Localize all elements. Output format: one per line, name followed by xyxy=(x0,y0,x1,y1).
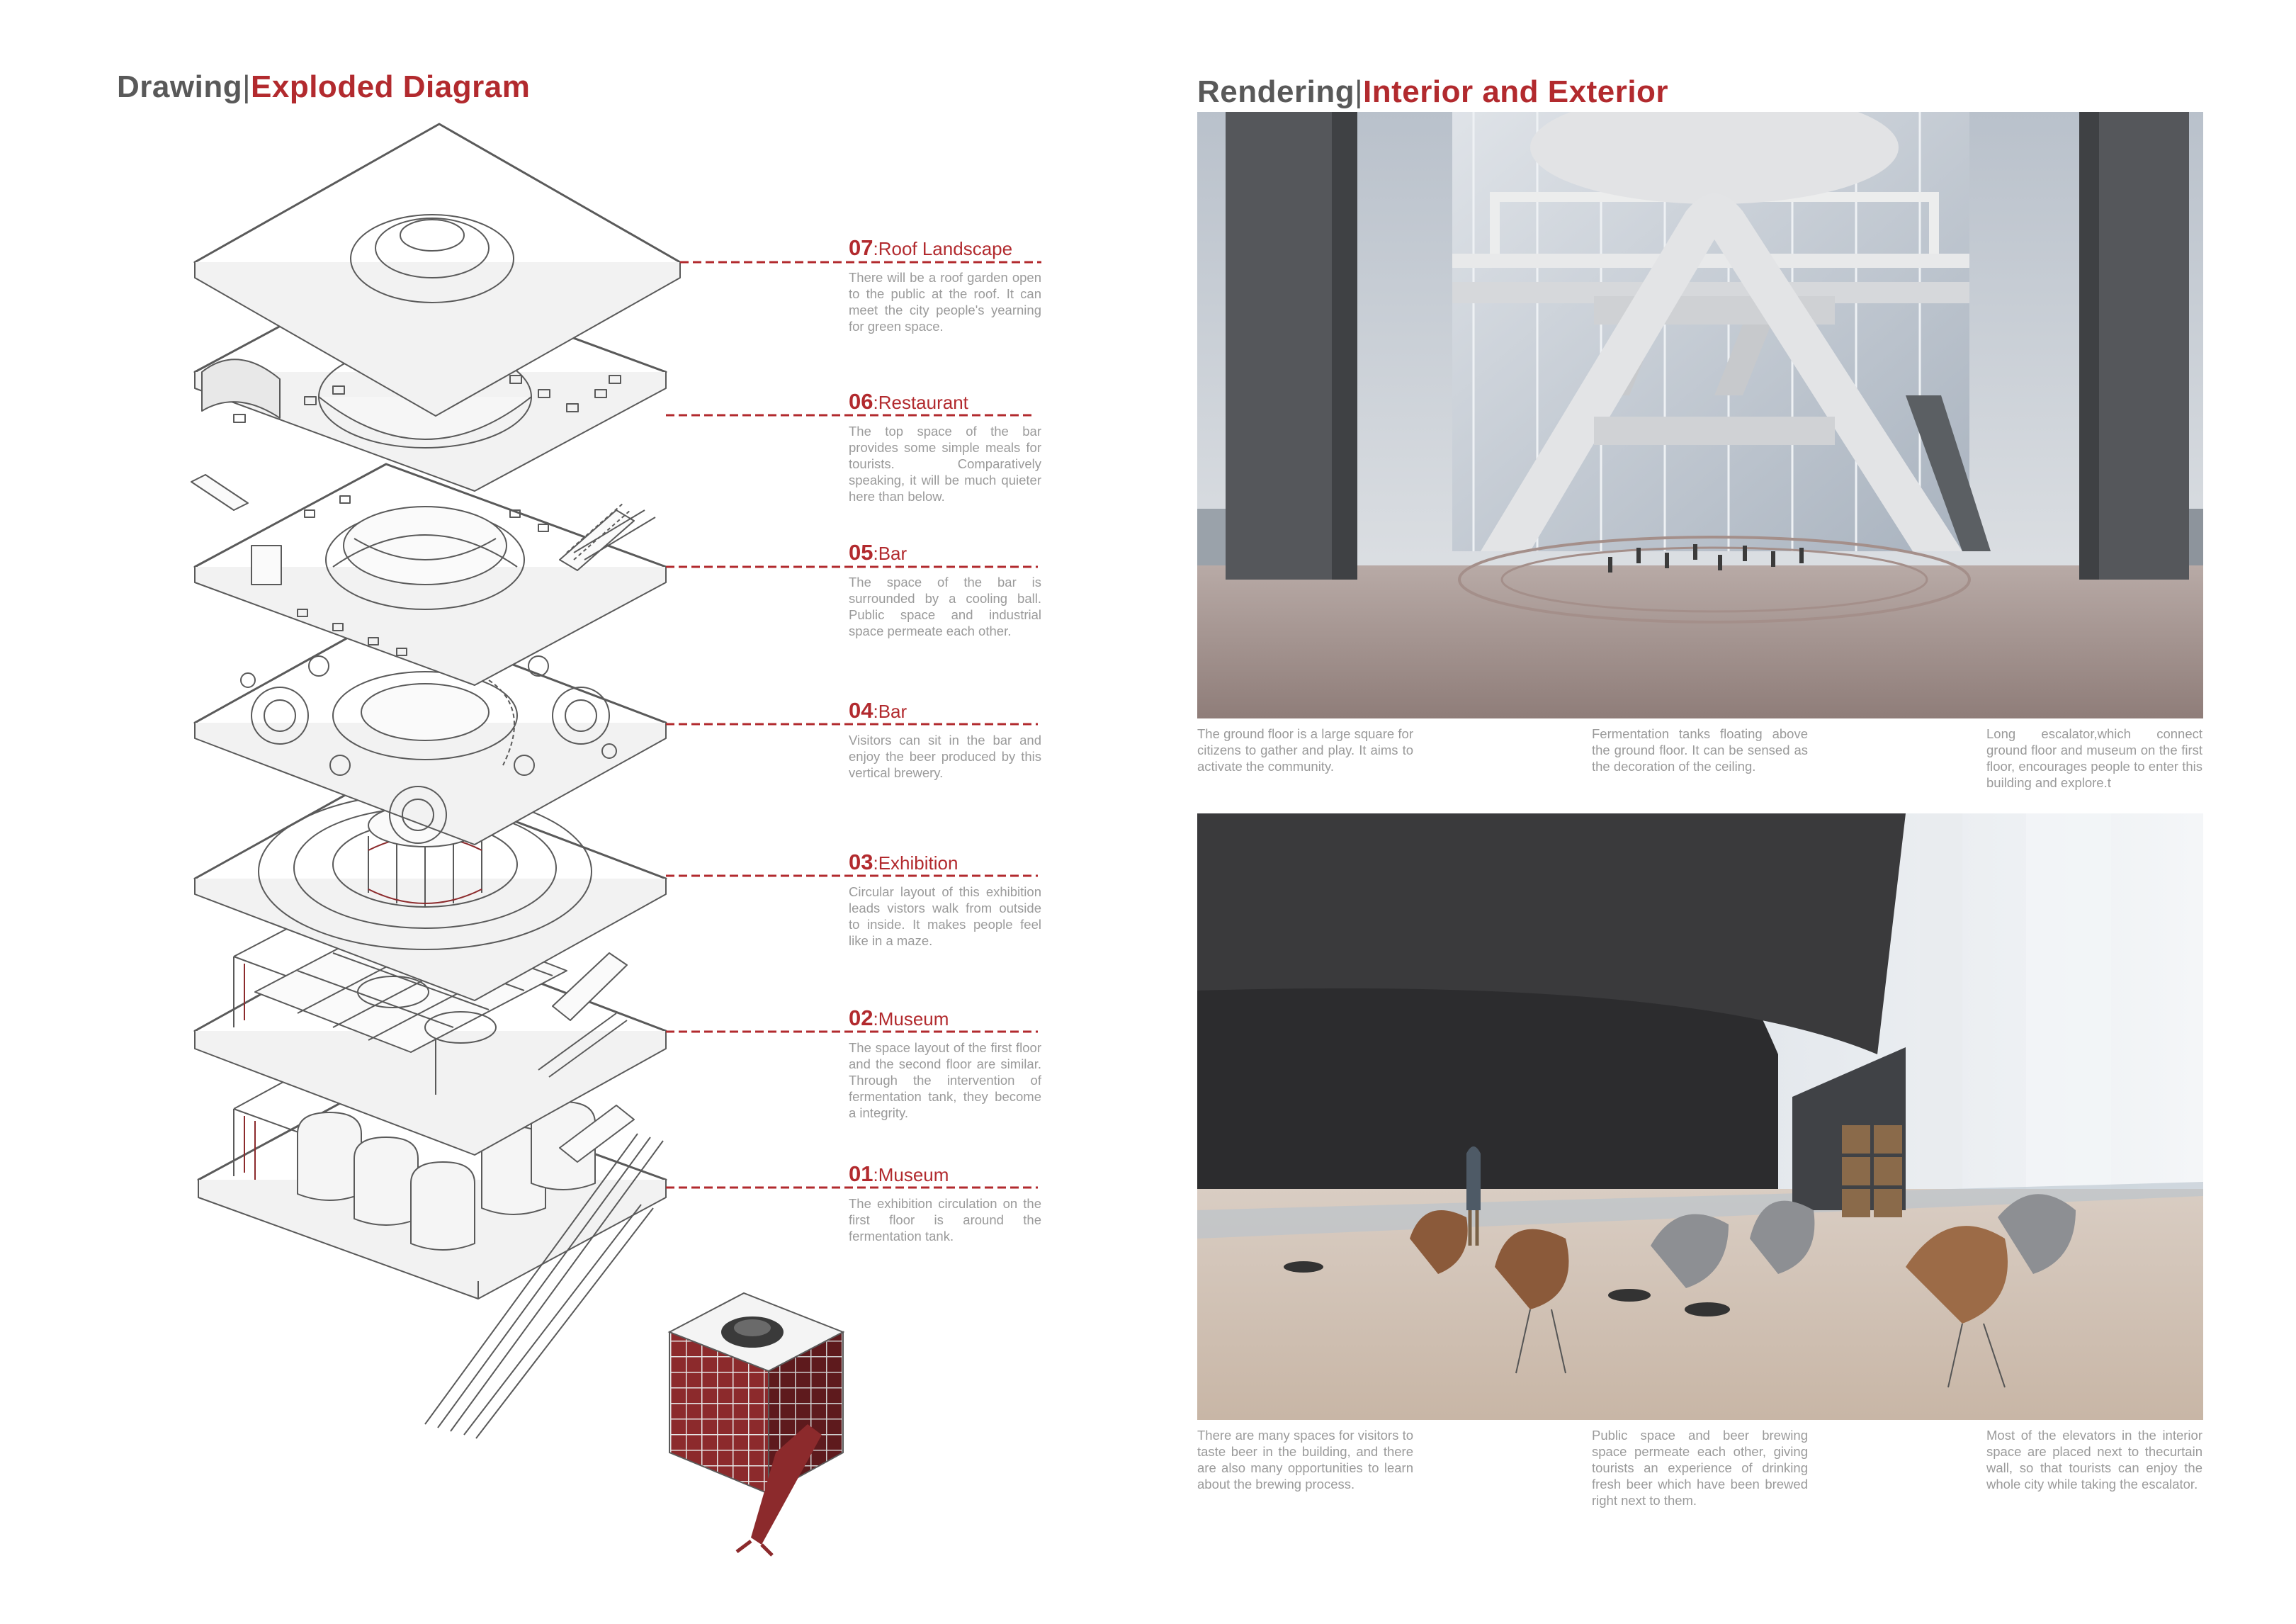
layer-number: 07 xyxy=(849,235,873,260)
layer-description: There will be a roof garden open to the public at the roof. It can meet the city people's yearning for green space. xyxy=(849,270,1041,334)
layer-description: Visitors can sit in the bar and enjoy the beer produced by this vertical brewery. xyxy=(849,733,1041,780)
layer-name: :Museum xyxy=(873,1164,949,1185)
layer-name: :Roof Landscape xyxy=(873,238,1013,259)
caption-bottom-middle: Public space and beer brewing space permeate each other, giving tourists an experience of drinking fresh beer which have been brewed right next to them. xyxy=(1592,1428,1808,1508)
right-section-title xyxy=(1197,74,1668,110)
left-title-separator: | xyxy=(242,69,251,104)
layer-number: 04 xyxy=(849,698,873,723)
layer-number: 03 xyxy=(849,850,873,874)
layer-description: Circular layout of this exhibition leads vistors walk from outside to inside. It makes people feel like in a maze. xyxy=(849,884,1041,948)
left-title-prefix: Drawing xyxy=(117,69,243,104)
layer-description: The space layout of the first floor and the second floor are similar. Through the intervention of fermentation tank, they become a integrity. xyxy=(849,1040,1041,1120)
layer-label-03 xyxy=(849,852,1041,949)
layer-name: :Museum xyxy=(873,1008,949,1030)
layer-description: The space of the bar is surrounded by a cooling ball. Public space and industrial space permeate each other. xyxy=(849,575,1041,638)
exterior-rendering-image xyxy=(1197,112,2203,718)
left-title-main: Exploded Diagram xyxy=(251,69,531,104)
layer-label-04 xyxy=(849,700,1041,781)
layer-description: The exhibition circulation on the first floor is around the fermentation tank. xyxy=(849,1196,1041,1244)
right-title-separator: | xyxy=(1355,74,1364,109)
layer-name: :Bar xyxy=(873,543,907,564)
caption-bottom-right: Most of the elevators in the interior space are placed next to thecurtain wall, so that tourists can enjoy the whole city while taking the escalator. xyxy=(1986,1428,2202,1492)
layer-description: The top space of the bar provides some simple meals for tourists. Comparatively speaking, it will be much quieter here than below. xyxy=(849,424,1041,504)
layer-label-06 xyxy=(849,391,1041,504)
layer-label-02 xyxy=(849,1005,1041,1121)
layer-name: :Exhibition xyxy=(873,852,958,874)
layer-number: 02 xyxy=(849,1005,873,1030)
caption-bottom-left: There are many spaces for visitors to taste beer in the building, and there are also many opportunities to learn about the brewing process. xyxy=(1197,1428,1413,1492)
layer-name: :Bar xyxy=(873,701,907,722)
layer-number: 01 xyxy=(849,1161,873,1186)
layer-name: :Restaurant xyxy=(873,392,968,413)
caption-top-left: The ground floor is a large square for citizens to gather and play. It aims to activate the community. xyxy=(1197,726,1413,774)
caption-top-middle: Fermentation tanks floating above the ground floor. It can be sensed as the decoration of the ceiling. xyxy=(1592,726,1808,774)
layer-label-07 xyxy=(849,237,1041,334)
interior-rendering-image xyxy=(1197,813,2203,1420)
caption-top-right: Long escalator,which connect ground floor and museum on the first floor, encourages people to enter this building and explore.t xyxy=(1986,726,2202,790)
building-key-icon xyxy=(669,1293,843,1555)
layer-number: 05 xyxy=(849,540,873,565)
layer-label-05 xyxy=(849,542,1041,639)
layer-label-01 xyxy=(849,1163,1041,1244)
right-title-prefix: Rendering xyxy=(1197,74,1355,109)
layer-number: 06 xyxy=(849,389,873,414)
right-title-main: Interior and Exterior xyxy=(1363,74,1669,109)
layer-05-bar-drawing xyxy=(191,464,666,685)
